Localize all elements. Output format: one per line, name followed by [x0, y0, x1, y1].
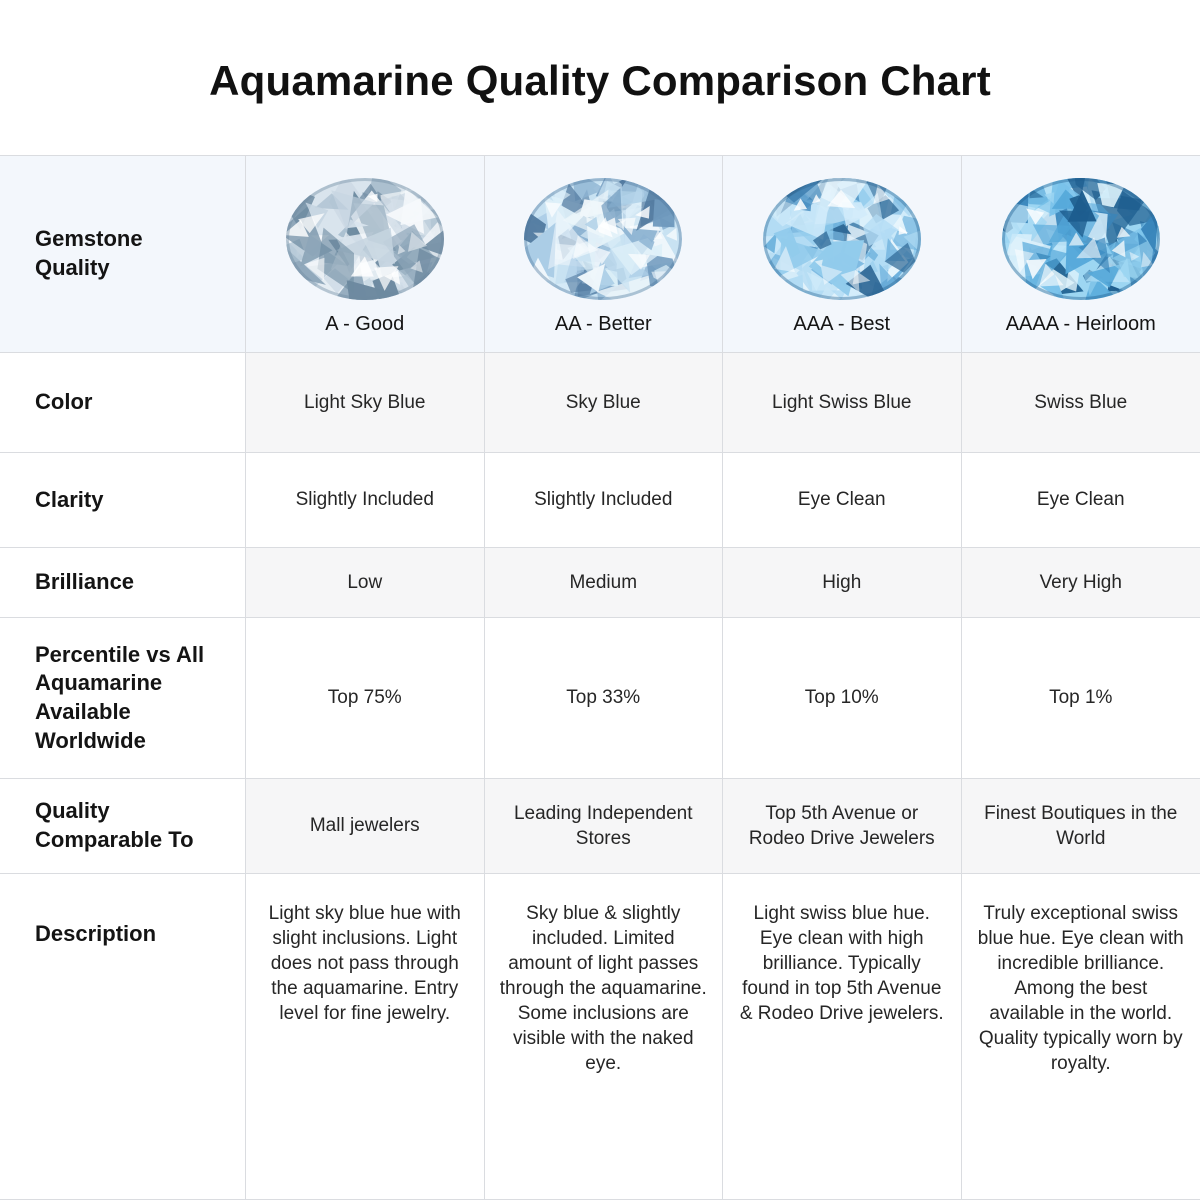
row-label-text: Description: [35, 921, 157, 946]
aquamarine-gem-aa-icon: [522, 176, 684, 302]
clarity-value-aa: [485, 453, 724, 548]
cell-text: Low: [347, 571, 383, 593]
brilliance-value-aaa: [723, 548, 962, 618]
clarity-value-aaaa: [962, 453, 1200, 548]
color-value-a: [246, 353, 485, 453]
row-label-text: Percentile vs All Aquamarine Available Worldwide: [35, 641, 205, 753]
description-value-aa: [485, 874, 724, 1200]
cell-text: Light Swiss Blue: [772, 391, 912, 413]
row-label-quality-comparable: [0, 779, 246, 874]
cell-text: Finest Boutiques in the World: [984, 802, 1178, 849]
brilliance-value-aa: [485, 548, 724, 618]
clarity-value-a: [246, 453, 485, 548]
row-label-clarity: [0, 453, 246, 548]
cell-text: Top 75%: [327, 687, 402, 709]
description-value-a: [246, 874, 485, 1200]
cell-text: Top 10%: [804, 687, 879, 709]
percentile-value-aaaa: [962, 618, 1200, 779]
row-label-text: Quality Comparable To: [35, 798, 194, 852]
grade-aa-label: AA - Better: [554, 313, 652, 335]
row-label-text: Clarity: [35, 486, 104, 512]
comparable-value-aa: [485, 779, 724, 874]
grade-column-header-a: [246, 156, 485, 353]
color-value-aaaa: [962, 353, 1200, 453]
cell-text: Truly exceptional swiss blue hue. Eye clean with incredible brilliance. Among the best available in the world. Quality typically worn by royalty.: [977, 903, 1184, 1074]
grade-column-header-aaaa: [962, 156, 1200, 353]
color-value-aaa: [723, 353, 962, 453]
cell-text: High: [822, 571, 862, 593]
cell-text: Swiss Blue: [1034, 391, 1128, 413]
cell-text: Sky Blue: [565, 391, 641, 413]
comparable-value-aaaa: [962, 779, 1200, 874]
percentile-value-a: [246, 618, 485, 779]
page-title: Aquamarine Quality Comparison Chart: [209, 57, 991, 104]
cell-text: Mall jewelers: [309, 815, 420, 837]
brilliance-value-aaaa: [962, 548, 1200, 618]
comparable-value-aaa: [723, 779, 962, 874]
cell-text: Very High: [1039, 571, 1122, 593]
row-label-text: Color: [35, 389, 93, 415]
row-label-text: Brilliance: [35, 569, 135, 595]
cell-text: Light swiss blue hue. Eye clean with high brilliance. Typically found in top 5th Avenue & Rodeo Drive jewelers.: [739, 903, 944, 1024]
cell-text: Slightly Included: [295, 489, 434, 511]
cell-text: Light sky blue hue with slight inclusions. Light does not pass through the aquamarine. Entry level for fine jewelry.: [268, 903, 461, 1024]
cell-text: Top 33%: [566, 687, 641, 709]
cell-text: Top 1%: [1049, 687, 1113, 709]
color-value-aa: [485, 353, 724, 453]
description-value-aaa: [723, 874, 962, 1200]
aquamarine-gem-aaa-icon: [761, 176, 923, 302]
cell-text: Top 5th Avenue or Rodeo Drive Jewelers: [748, 802, 935, 849]
aquamarine-gem-a-icon: [284, 176, 446, 302]
cell-text: Slightly Included: [534, 489, 673, 511]
comparison-table: [0, 155, 1200, 1200]
brilliance-value-a: [246, 548, 485, 618]
cell-text: Sky blue & slightly included. Limited amount of light passes through the aquamarine. Some inclusions are visible with the naked eye.: [499, 903, 707, 1074]
cell-text: Leading Independent Stores: [513, 802, 693, 849]
description-value-aaaa: [962, 874, 1200, 1200]
cell-text: Medium: [569, 571, 638, 593]
percentile-value-aaa: [723, 618, 962, 779]
gemstone-quality-label: Gemstone Quality: [35, 226, 143, 280]
grade-aaaa-label: AAAA - Heirloom: [1005, 313, 1156, 335]
grade-column-header-aa: [485, 156, 724, 353]
cell-text: Eye Clean: [797, 489, 886, 511]
row-label-color: [0, 353, 246, 453]
row-label-brilliance: [0, 548, 246, 618]
aquamarine-gem-aaaa-icon: [1000, 176, 1162, 302]
grade-a-label: A - Good: [325, 313, 405, 335]
percentile-value-aa: [485, 618, 724, 779]
grade-aaa-label: AAA - Best: [793, 313, 891, 335]
cell-text: Eye Clean: [1036, 489, 1125, 511]
grade-column-header-aaa: [723, 156, 962, 353]
header-corner-cell: [0, 156, 246, 353]
comparable-value-a: [246, 779, 485, 874]
cell-text: Light Sky Blue: [304, 391, 426, 413]
clarity-value-aaa: [723, 453, 962, 548]
row-label-description: [0, 874, 246, 1200]
row-label-percentile: [0, 618, 246, 779]
